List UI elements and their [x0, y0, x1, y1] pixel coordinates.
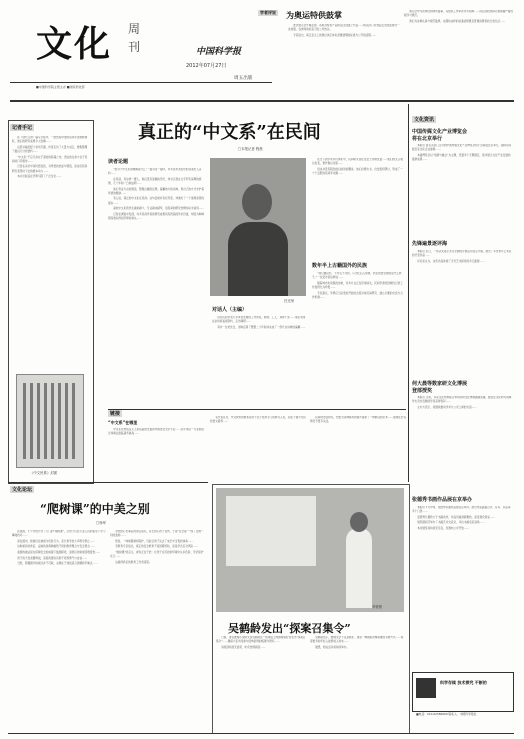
top-divider: [10, 100, 514, 102]
main-column-2: 这些民间学者大多来自普通的工作岗位，教师、工人、退休干部……他们利用业余时间查阅资料，走访调研…… 其中一位老先生，退休后用了整整二十年时间完成了一部方言词典的编纂……: [212, 316, 306, 329]
bottom-left-divider: [8, 482, 208, 483]
masthead-edition: 周五出版: [234, 76, 253, 81]
news-item-4-body: 本报讯 7月中旬，张德秀书画作品展在京举办，展出作品涵盖山水、花鸟、书法等多个门类…… 张德秀长期致力于书画创作，作品风格清新雅致，深受观众喜爱…… 展览期间还举办了书画艺术交流会，多位书画名家到场…… 本次展览将持续至月底，免费向公众开放……: [412, 506, 511, 530]
lecture-photo-credit: 李铁锁: [372, 605, 383, 609]
bottom-left-byline: □杨军: [96, 521, 106, 525]
right-footer-label: 科学存续 技术探究 不断的: [440, 680, 487, 685]
main-column-4: “我们做这些，不为名不为利，只为让后人知道，我们的语言曾经是什么样子。”一位受访者这样说…… 随着城市化进程的加快，许多方言正在迅速消失，民间学者的抢救性记录工作显得尤为珍贵…… 专家建议，学界应当以更加开放的态度对待民间研究，建立必要的交流与合作机制……: [312, 272, 403, 299]
main-sub-heading-3: “中文系”在哪里: [108, 420, 138, 425]
news-item-2-title: 先锋遍景逐评海: [412, 241, 448, 247]
link-body-3: 民间的语言研究，恰恰为这种素养的提升提供了一种鲜活的范本……值得社会各界给予更多关注。: [310, 416, 406, 424]
main-sub-heading-1: 对话人（主编）: [212, 307, 248, 313]
bottom-mid-column-2: 吴鹤龄表示，推理文学不仅是娱乐，更是一种锻炼逻辑思维的有效方式……希望更多的年轻人能够加入进来…… 据悉，相关活动将持续举办。: [310, 636, 404, 649]
masthead-zhou: 周: [128, 22, 141, 36]
main-portrait-photo: [210, 158, 306, 296]
masthead-date: 2012年07月27日: [186, 63, 227, 69]
book-cover-pattern: [23, 383, 77, 459]
screen-projection: [226, 496, 316, 566]
bottom-left-column-1: 在美国，不少学校开设了专门的“爬树课”，让孩子们在专业人员的指导下学习攀爬技巧…… 而在国内，爬树往往被视为危险行为，家长和学校大多明令禁止…… 这种差异的背后，反映的是两种截然不同的教育理念与安全观念…… 美国的做法是在保障安全的前提下鼓励探索，而我们则常常因噎废食…… 孩子的天性需要释放，适度的冒险有助于培养勇气与自信…… 当然，照搬国外的模式并不可取，关键在于找到适合国情的平衡点……: [12, 530, 106, 566]
news-item-1-title: 中国传媒文化产业博览会: [412, 129, 468, 135]
bottom-mid-column-1: 日前，著名推理小说研究者吴鹤龄在一场讲座上向推理爱好者发出“探案召集令”……邀请大家共同参与经典案例的梳理与研究…… 讲座现场座无虚席，听众热情高涨……: [216, 636, 306, 649]
link-body-1: 中文系在传统意义上是指高校设置的中国语言文学专业……近年来这一专业的招生和就业面临诸多挑战……: [108, 428, 204, 436]
bottom-left-headline: “爬树课”的中美之别: [40, 502, 150, 516]
page-bottom-rule: [8, 733, 514, 734]
left-column-label: 记者手记: [12, 125, 33, 131]
link-label: 链接: [110, 411, 121, 417]
link-body-2: 有学者认为，中文教育的根本目的不在于培养专门的研究人员，而在于提升全民的语文素养……: [210, 416, 306, 424]
masthead-title: 文化: [36, 23, 113, 65]
book-cover-caption: 《中文民系》封面: [30, 471, 58, 475]
left-column-body: 在《现代汉语》编写过程中，一批热爱母语的民间学者默默耕耘，他们的研究成果令人钦佩…… 这部书稿历经十余年打磨，作者走访了大量方言区，搜集整理了数以万计的语料…… “中文系”不应只存在于高校的院墙之内，语言的生命力在于民间的口耳相传…… 记者在采访中深切感受到，对母语的热爱与敬畏，是这些民间研究者坚持下去的根本动力…… 本书出版后在学界引起了广泛讨论……: [12, 136, 88, 179]
news-item-4-title: 张德秀书画作品展在京举办: [412, 497, 473, 503]
top-right-headline: 为奥运特供鼓掌: [286, 11, 342, 20]
main-column-3: 在当下的学术评价体系中，民间研究者往往处于边缘位置……他们的文章难以发表，著作难以出版…… 但这并没有阻挡他们前进的脚步。他们自费出书，自发组织研讨，形成了一个个活跃的民间学术圈……: [312, 158, 403, 175]
right-footer-logo: [416, 678, 436, 698]
main-sub-heading-2: 数年半上古籍国外的民族: [312, 263, 368, 269]
right-column-rule: [408, 104, 409, 482]
speaker-head: [350, 512, 368, 532]
right-column-label: 文化资讯: [414, 117, 435, 123]
main-column-1: “您对于中文系的理解是什么？”面对这一提问，许多受访者给出的答案出人意料…… 在民间，有这样一群人，他们没有显赫的学历，却对汉语言文字怀有深厚的感情，几十年如一日地钻研…… 他们考证方言的源流，整理古籍的注释，编纂地方的词典，用自己的方式守护着母语的根脉…… 有人说，真正的中文系在民间。这句话或许有些夸张，却道出了一个值得深思的现实…… 高校中文系的学生越来越少，专业越来越窄，而民间的研究热情却从未消退…… 记者在调查中发现，许多民间学者的研究成果具有很高的学术价值，却因为种种原因难以得到学界的承认……: [108, 168, 204, 220]
link-divider: [108, 409, 406, 410]
sponsor-line: ■中国科学院主管主办 ■国家科技部: [36, 85, 85, 89]
top-right-body-2: 奥运会作为世界性的体育盛事，其组织工作牵涉众多领域……供应商的选择必须遵循严格的程序与规范。 我们为这种认真与规范鼓掌，也期待这样的标准能够惠及普通消费者的日常生活……: [404, 10, 513, 23]
portrait-body: [228, 222, 288, 296]
main-section-label: 读者论题: [108, 159, 129, 165]
bottom-mid-headline: 吴鹤龄发出“探案召集令”: [228, 622, 351, 635]
masthead-divider: [10, 82, 272, 83]
right-footer-phone: ■电话：010-62580669 联系人：中国科学报社: [416, 712, 477, 716]
bottom-left-label: 文化论坛: [12, 487, 33, 493]
paper-name: 中国科学报: [196, 47, 242, 57]
news-item-3-body: 本报讯 日前，多家文化机构联合举办的研文化博展圆满落幕，数位在文化研究领域作出突出贡献的学者获得表彰…… 主办方表示，将继续推动学术与公众之间的交流……: [412, 396, 512, 409]
main-photo-caption: 任光荣: [284, 299, 295, 303]
news-item-3-subtitle: 登部授奖: [412, 388, 433, 394]
main-byline: □本报记者 程晨: [238, 147, 263, 151]
top-right-body-1: 此次奥运会开幕在即，各地对特供产品的关注也随之升温……相关部门对食品安全的监管进一步加强，各类特供标签引发公众热议。 专家指出，真正意义上的奥运供应体系需要透明的标准与公开的流程……: [288, 24, 400, 37]
news-item-3-title: 何大晨等数家研文化博展: [412, 381, 468, 387]
bottom-left-column-2: 学校担心出事后的责任追究，家长担心孩子受伤，于是“安全第一”成了压倒一切的准则…… 然而，一味地限制和保护，可能让孩子失去了成长中宝贵的体验…… 有教育专家指出，真正的安全教育不是回避风险，而是学会应对风险…… “爬树课”的意义，或许正在于此：让孩子在可控的环境中认识危险、学会保护自己…… 这值得我们的教育工作者深思。: [110, 530, 204, 564]
book-cover-image: [16, 374, 84, 468]
masthead-kan: 刊: [128, 40, 141, 54]
speaker-figure: [346, 528, 372, 608]
news-item-2-body: 本报讯 近日，一场以先锋艺术为主题的评展活动在京开幕，展出了多位青年艺术家的代表作品…… 评论家认为，这些作品体现了当代艺术探索的多元面貌……: [412, 250, 512, 263]
news-item-1-body: 本报讯 由有关部门主办的中国传媒文化产业博览会将于近期在北京举行，届时将有数百家文化企业参展…… 本届博览会以“创新与融合”为主题，设置多个专题展区，集中展示文化产业发展的最新成果……: [412, 144, 512, 161]
lecture-photo: [216, 488, 404, 612]
portrait-head: [242, 184, 272, 220]
top-right-tag: 学者评说: [260, 10, 276, 15]
news-item-1-subtitle: 将在北京举行: [412, 136, 443, 142]
main-headline: 真正的“中文系”在民间: [138, 122, 321, 143]
masthead: [10, 6, 272, 88]
